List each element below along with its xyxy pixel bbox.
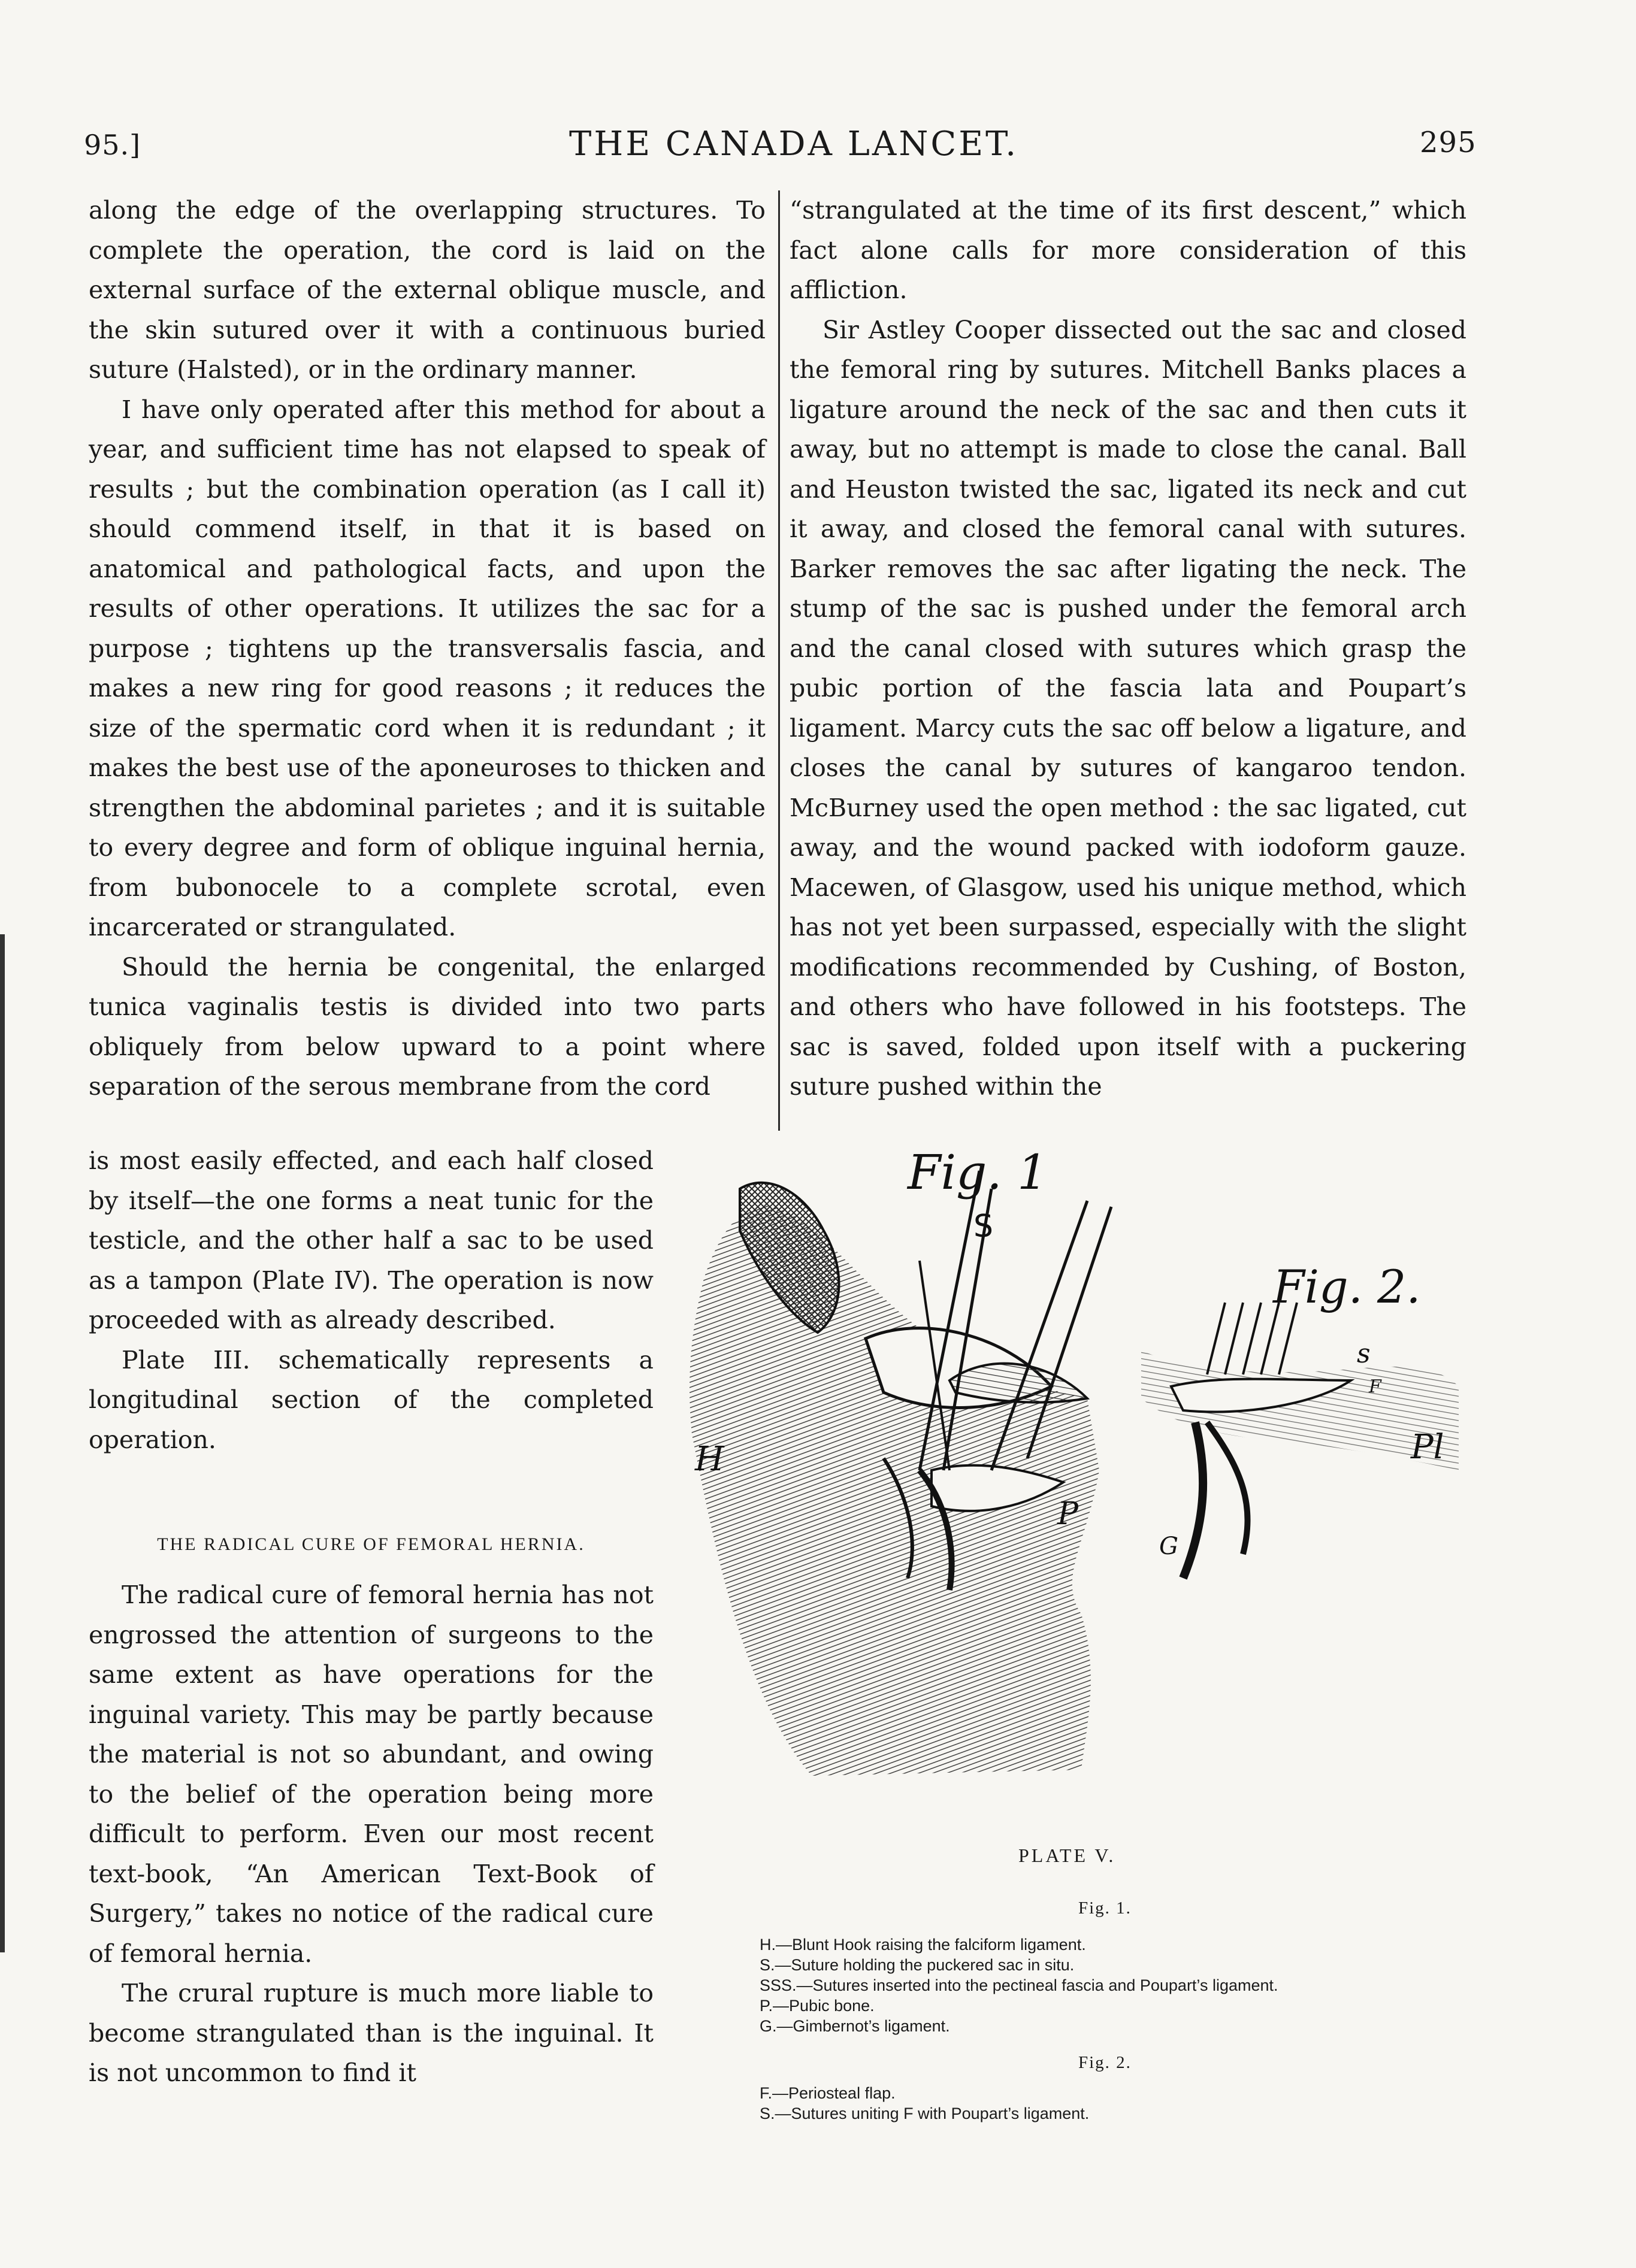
binding-edge-shadow xyxy=(0,934,5,1952)
label-h: H xyxy=(695,1440,724,1479)
handwritten-fig2-label: Fig. 2. xyxy=(1273,1260,1421,1313)
legend-item: F.—Periosteal flap. xyxy=(760,2084,896,2102)
fig1-caption-label: Fig. 1. xyxy=(1078,1898,1132,1918)
legend-item: G.—Gimbernot’s ligament. xyxy=(760,2017,950,2035)
issue-number: 95.] xyxy=(84,129,141,161)
fig1-drawing xyxy=(690,1171,1111,1776)
label-fig2-f: F xyxy=(1369,1376,1381,1397)
right-column-top xyxy=(790,190,1466,1107)
label-fig2-s: s xyxy=(1357,1339,1371,1369)
paragraph: “strangulated at the time of its first descent,” which fact alone calls for more consideration of this affliction. xyxy=(790,196,1466,304)
label-fig2-pl: Pl xyxy=(1411,1428,1444,1467)
left-column-bottom xyxy=(89,1575,654,2093)
column-rule xyxy=(778,190,780,1131)
paragraph: Sir Astley Cooper dissected out the sac and closed the femoral ring by sutures. Mitchell Banks places a ligature around the neck of the sac and then cuts it away, but no attempt is made to close the canal. Ball and Heuston twisted the sac, ligated its neck and cut it away, and closed the femoral canal with sutures. Barker removes the sac after ligating the neck. The stump of the sac is pushed under the femoral arch and the canal closed with sutures which grasp the pubic portion of the fascia lata and Poupart’s ligament. Marcy cuts the sac off below a ligature, and closes the canal by sutures of kangaroo tendon. McBurney used the open method : the sac ligated, cut away, and the wound packed with iodoform gauze. Macewen, of Glasgow, used his unique method, which has not yet been surpassed, especially with the slight modifications recommended by Cushing, of Boston, and others who have followed in his footsteps. The sac is saved, folded upon itself with a puckering suture pushed within the xyxy=(790,315,1466,1101)
legend-item: SSS.—Sutures inserted into the pectineal fascia and Poupart’s ligament. xyxy=(760,1976,1278,1994)
plate-title: PLATE V. xyxy=(1018,1845,1116,1866)
left-column-top xyxy=(89,190,766,1107)
page-number: 295 xyxy=(1420,126,1477,159)
paragraph: Should the hernia be congenital, the enlarged tunica vaginalis testis is divided into two parts obliquely from below upward to a point where separation of the serous membrane from the cord xyxy=(89,952,766,1101)
paragraph: The crural rupture is much more liable to become strangulated than is the inguinal. It is not uncommon to find it xyxy=(89,1979,654,2087)
legend-item: H.—Blunt Hook raising the falciform ligament. xyxy=(760,1936,1086,1954)
paragraph: I have only operated after this method for about a year, and sufficient time has not elapsed to speak of results ; but the combination operation (as I call it) should commend itself, in that it is based on anatomical and pathological facts, and upon the results of other operations. It utilizes the sac for a purpose ; tightens up the transversalis fascia, and makes a new ring for good reasons ; it reduces the size of the spermatic cord when it is redundant ; it makes the best use of the aponeuroses to thicken and strengthen the abdominal parietes ; and it is suitable to every degree and form of oblique inguinal hernia, from bubonocele to a complete scrotal, even incarcerated or strangulated. xyxy=(89,395,766,941)
legend-item: S.—Sutures uniting F with Poupart’s ligament. xyxy=(760,2105,1090,2122)
label-g: G xyxy=(1159,1533,1178,1560)
anatomical-illustration xyxy=(668,1135,1519,1782)
paragraph: Plate III. schematically represents a longitudinal section of the completed operation. xyxy=(89,1345,654,1454)
label-p: P xyxy=(1057,1496,1078,1532)
fig2-legend xyxy=(760,2083,1502,2124)
section-heading: THE RADICAL CURE OF FEMORAL HERNIA. xyxy=(157,1534,585,1554)
left-column-low xyxy=(89,1141,654,1459)
legend-item: P.—Pubic bone. xyxy=(760,1997,875,2015)
fig2-caption-label: Fig. 2. xyxy=(1078,2053,1132,2072)
paragraph: along the edge of the overlapping structures. To complete the operation, the cord is laid on the external surface of the external oblique muscle, and the skin sutured over it with a continuous buried suture (Halsted), or in the ordinary manner. xyxy=(89,196,766,384)
paragraph: is most easily effected, and each half closed by itself—the one forms a neat tunic for the testicle, and the other half a sac to be used as a tampon (Plate IV). The operation is now proceeded with as already described. xyxy=(89,1146,654,1334)
handwritten-fig1-label: Fig. 1 xyxy=(908,1144,1048,1200)
legend-item: S.—Suture holding the puckered sac in situ. xyxy=(760,1956,1075,1974)
running-head xyxy=(0,0,1636,180)
journal-title: THE CANADA LANCET. xyxy=(569,125,1019,163)
paragraph: The radical cure of femoral hernia has not engrossed the attention of surgeons to the same extent as have operations for the inguinal variety. This may be partly because the material is not so abundant, and owing to the belief of the operation being more difficult to perform. Even our most recent text-book, “An American Text-Book of Surgery,” takes no notice of the radical cure of femoral hernia. xyxy=(89,1580,654,1968)
fig1-legend xyxy=(760,1934,1502,2036)
label-s: S xyxy=(973,1209,994,1244)
